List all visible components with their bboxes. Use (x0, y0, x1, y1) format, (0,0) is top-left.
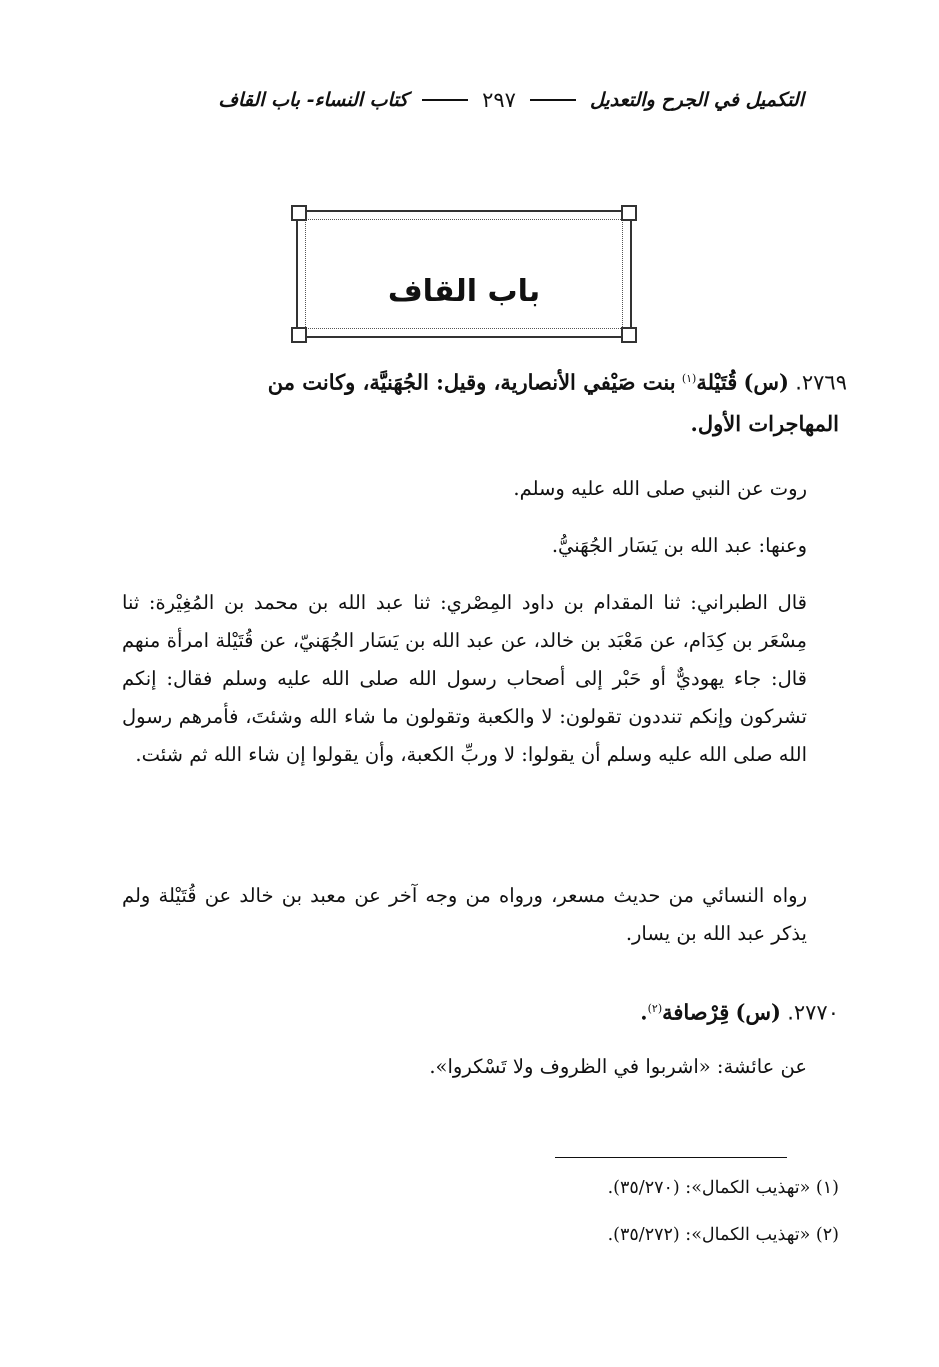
chapter-title: باب القاف (387, 274, 541, 309)
entry-name: قِرْصافة (662, 999, 730, 1025)
entry-name: قُتَيْلة (696, 369, 738, 395)
header-section: كتاب النساء- باب القاف (218, 89, 409, 111)
entry-heading (122, 990, 839, 1033)
entry-number: ٢٧٧٠. (787, 1000, 839, 1025)
entry-description-cont: المهاجرات الأول. (690, 411, 839, 436)
entry-code: (س) (743, 369, 789, 395)
paragraph: روت عن النبي صلى الله عليه وسلم. (513, 477, 807, 500)
chapter-frame (296, 210, 632, 338)
footnote: (٢) «تهذيب الكمال»: (٣٥/٢٧٢). (607, 1225, 839, 1245)
header-book-title: التكميل في الجرح والتعديل (589, 89, 804, 111)
footnote: (١) «تهذيب الكمال»: (٣٥/٢٧٠). (607, 1178, 839, 1198)
entry-heading (118, 360, 847, 403)
entry-number: ٢٧٦٩. (795, 370, 847, 395)
paragraph: وعنها: عبد الله بن يَسَار الجُهَنيُّ. (551, 534, 807, 557)
paragraph: قال الطبراني: ثنا المقدام بن داود المِصْري: ثنا عبد الله بن محمد بن المُغِيْرة: ثنا مِسْعَر بن كِدَام، عن مَعْبَد بن خالد، عن عبد الله بن يَسَار الجُهَنيّ، عن قُتَيْلة امرأة منهم قال: جاء يهوديٌّ أو حَبْر إلى أصحاب رسول الله صلى الله عليه وسلم فقال: إنكم تشركون وإنكم تنددون تقولون: لا والكعبة وتقولون ما شاء الله وشئتَ، فأمرهم رسول الله صلى الله عليه وسلم أن يقولوا: لا وربِّ الكعبة، وأن يقولوا إن شاء الله ثم شئت. (122, 591, 807, 766)
entry-description: . (640, 999, 648, 1025)
frame-ornament (291, 205, 307, 221)
entry-description: بنت صَيْفي الأنصارية، وقيل: الجُهَنيَّة، وكانت من (267, 369, 676, 395)
paragraph: رواه النسائي من حديث مسعر، ورواه من وجه آخر عن معبد بن خالد عن قُتَيْلة ولم يذكر عبد الله بن يسار. (122, 884, 807, 945)
running-header (130, 82, 804, 118)
footnote-ref: (١) (681, 372, 697, 385)
footnote-ref: (٢) (647, 1002, 663, 1015)
footnote-separator (555, 1157, 787, 1158)
frame-ornament (621, 327, 637, 343)
frame-ornament (291, 327, 307, 343)
header-dash (530, 99, 576, 101)
page-number: ٢٩٧ (482, 88, 516, 112)
entry-code: (س) (735, 999, 781, 1025)
frame-ornament (621, 205, 637, 221)
header-dash (422, 99, 468, 101)
paragraph: عن عائشة: «اشربوا في الظروف ولا تَسْكروا». (429, 1055, 807, 1078)
